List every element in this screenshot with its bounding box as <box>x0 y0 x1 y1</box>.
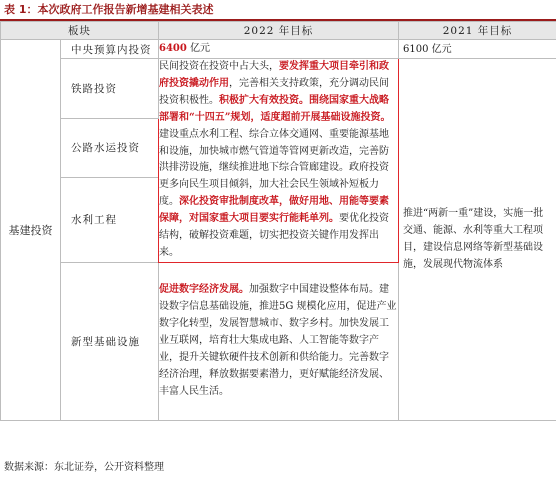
row-label-newinfra: 新型基础设施 <box>61 262 159 420</box>
body-text: 建设重点水利工程、综合立体交通网、重要能源基地和设施，加快城市燃气管道等管网更新改造，完善防洪排涝设施，继续推进地下综合管廊建设。政府投资更多向民生项目倾斜，加大社会民生领域补短板力度。 <box>159 128 389 208</box>
row-label-water: 水利工程 <box>61 177 159 262</box>
highlight-text: 积极扩大有效投资。围绕国家重大战略部署和“十四五”规划，适度超前开展基础设施投资。 <box>159 94 391 123</box>
body-text: 实施一批交通、能源、水利等重大工程项目，建设信息网络等新型基础设施，发展现代物流体系 <box>403 208 544 271</box>
table-title: 表 1：本次政府工作报告新增基建相关表述 <box>4 3 214 16</box>
budget-2022-cell <box>159 40 399 59</box>
header-segment: 板块 <box>1 22 159 40</box>
infrastructure-table <box>0 21 556 421</box>
body-text: ，完善相关支持政策，充分调动民间投资积极性。 <box>159 77 389 106</box>
table-row <box>1 59 556 119</box>
highlight-text: 促进数字经济发展。 <box>159 284 249 296</box>
header-2022: 2022 年目标 <box>159 22 399 40</box>
source-note: 数据来源：东北证券，公开资料整理 <box>4 462 164 473</box>
row-label-rail: 铁路投资 <box>61 59 159 119</box>
budget-2021-value: 6100 亿元 <box>399 40 556 59</box>
highlight-text: 要发挥重大项目牵引和政府投资撬动作用 <box>159 61 389 89</box>
body-text: 加强数字中国建设整体布局。建设数字信息基础设施，推进5G 规模化应用，促进产业数字化转型，发展智慧城市、数字乡村。加快发展工业互联网，培育壮大集成电路、人工智能等数字产业，提升关键软硬件技术创新和供给能力。完善数字经济治理，释放数据要素潜力，更好赋能经济发展、丰富人民生活。 <box>159 284 397 397</box>
budget-2022-unit: 亿元 <box>186 42 211 54</box>
body-text: 要优化投资结构，破解投资难题，切实把投资关键作用发挥出来。 <box>159 213 389 258</box>
category-cell: 基建投资 <box>1 40 61 421</box>
text-2021-cell <box>399 59 556 421</box>
header-2021: 2021 年目标 <box>399 22 556 40</box>
row-label-road: 公路水运投资 <box>61 118 159 177</box>
table-row <box>1 40 556 59</box>
text-2021 <box>403 205 551 273</box>
highlight-text: 深化投资审批制度改革，做好用地、用能等要素保障，对国家重大项目要实行能耗单列。 <box>159 196 389 225</box>
body-text: 民间投资在投资中占大头， <box>159 61 279 72</box>
highlight-text: 推进“两新一重”建设， <box>403 208 504 220</box>
row-label-budget: 中央预算内投资 <box>61 40 159 59</box>
text-2022-digital <box>159 262 399 420</box>
text-2022-infra <box>159 59 399 263</box>
budget-2022-value: 6400 <box>159 42 187 54</box>
